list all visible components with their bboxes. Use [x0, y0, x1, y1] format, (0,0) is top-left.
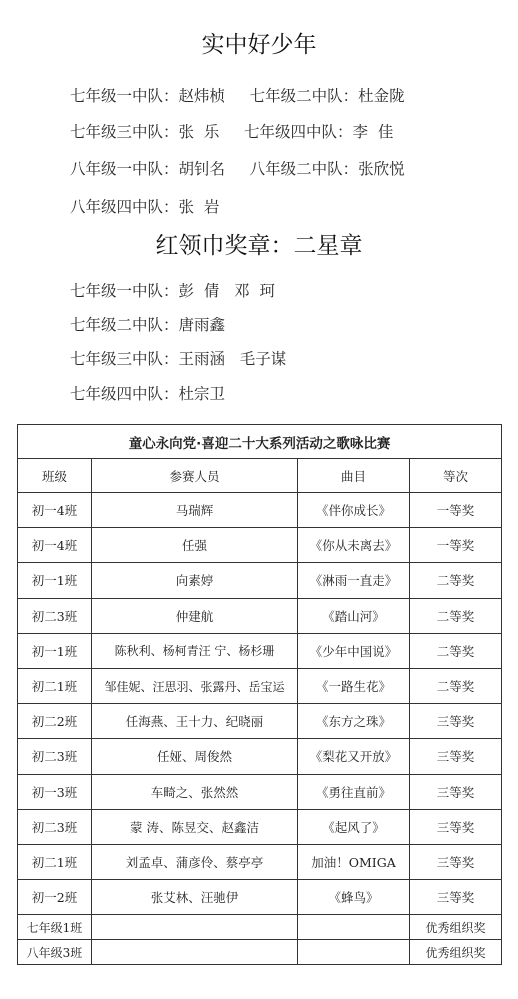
table-caption-row — [18, 425, 502, 459]
song-cell — [298, 940, 410, 965]
medal-line: 七年级二中队：唐雨鑫 — [70, 316, 226, 334]
table-row — [18, 668, 502, 703]
participants-cell: 仲建航 — [92, 598, 298, 633]
participants-cell: 任海燕、王十力、纪晓丽 — [92, 704, 298, 739]
table-caption: 童心永向党·喜迎二十大系列活动之歌咏比赛 — [18, 425, 502, 459]
medal-line: 七年级三中队：王雨涵 毛子谋 — [70, 350, 287, 368]
participants-cell — [92, 915, 298, 940]
song-cell: 《踏山河》 — [298, 598, 410, 633]
participants-cell: 任娅、周俊然 — [92, 739, 298, 774]
song-cell: 《勇往直前》 — [298, 774, 410, 809]
song-cell: 《东方之珠》 — [298, 704, 410, 739]
class-cell: 初一1班 — [18, 563, 92, 598]
participants-cell: 蒙 涛、陈昱交、赵鑫洁 — [92, 809, 298, 844]
song-cell: 加油！OMIGA — [298, 844, 410, 879]
table-row — [18, 493, 502, 528]
rank-cell: 二等奖 — [410, 633, 502, 668]
song-cell: 《少年中国说》 — [298, 633, 410, 668]
medal-line: 七年级四中队：杜宗卫 — [70, 385, 226, 403]
song-cell: 《一路生花》 — [298, 668, 410, 703]
table-row — [18, 528, 502, 563]
participants-cell: 陈秋利、杨柯青汪 宁、杨杉珊 — [92, 633, 298, 668]
participants-cell: 刘孟卓、蒲彦伶、蔡亭亭 — [92, 844, 298, 879]
honor-line: 八年级四中队：张 岩 — [70, 198, 220, 216]
song-cell: 《你从未离去》 — [298, 528, 410, 563]
medal-title: 红领巾奖章：二星章 — [155, 233, 363, 259]
class-cell: 初二1班 — [18, 668, 92, 703]
rank-cell: 优秀组织奖 — [410, 915, 502, 940]
class-cell: 初二2班 — [18, 704, 92, 739]
participants-cell — [92, 940, 298, 965]
rank-cell: 三等奖 — [410, 739, 502, 774]
honor-line: 七年级三中队：张 乐 七年级四中队：李 佳 — [70, 123, 394, 141]
table-row — [18, 915, 502, 940]
table-row — [18, 940, 502, 965]
class-cell: 初二3班 — [18, 739, 92, 774]
class-cell: 初二3班 — [18, 809, 92, 844]
column-header-rank: 等次 — [410, 459, 502, 493]
participants-cell: 任强 — [92, 528, 298, 563]
column-header-class: 班级 — [18, 459, 92, 493]
song-cell: 《梨花又开放》 — [298, 739, 410, 774]
table-header-row — [18, 459, 502, 493]
song-cell: 《伴你成长》 — [298, 493, 410, 528]
class-cell: 初二1班 — [18, 844, 92, 879]
participants-cell: 向素婷 — [92, 563, 298, 598]
competition-table — [17, 424, 502, 965]
rank-cell: 一等奖 — [410, 493, 502, 528]
class-cell: 初一3班 — [18, 774, 92, 809]
class-cell: 初一2班 — [18, 880, 92, 915]
song-cell: 《蜂鸟》 — [298, 880, 410, 915]
participants-cell: 车畸之、张然然 — [92, 774, 298, 809]
rank-cell: 三等奖 — [410, 809, 502, 844]
table-row — [18, 774, 502, 809]
song-cell: 《淋雨一直走》 — [298, 563, 410, 598]
honor-line: 七年级一中队：赵炜桢 七年级二中队：杜金陇 — [70, 87, 405, 105]
class-cell: 七年级1班 — [18, 915, 92, 940]
rank-cell: 三等奖 — [410, 704, 502, 739]
medal-line: 七年级一中队：彭 倩 邓 珂 — [70, 282, 275, 300]
rank-cell: 一等奖 — [410, 528, 502, 563]
table-row — [18, 844, 502, 879]
class-cell: 初二3班 — [18, 598, 92, 633]
rank-cell: 三等奖 — [410, 844, 502, 879]
rank-cell: 三等奖 — [410, 774, 502, 809]
honor-line: 八年级一中队：胡钊名 八年级二中队：张欣悦 — [70, 160, 405, 178]
rank-cell: 二等奖 — [410, 563, 502, 598]
participants-cell: 张艾林、汪驰伊 — [92, 880, 298, 915]
table-row — [18, 704, 502, 739]
class-cell: 八年级3班 — [18, 940, 92, 965]
table-row — [18, 739, 502, 774]
song-cell — [298, 915, 410, 940]
rank-cell: 优秀组织奖 — [410, 940, 502, 965]
class-cell: 初一1班 — [18, 633, 92, 668]
rank-cell: 二等奖 — [410, 668, 502, 703]
participants-cell: 马瑞辉 — [92, 493, 298, 528]
class-cell: 初一4班 — [18, 528, 92, 563]
table-row — [18, 809, 502, 844]
table-row — [18, 633, 502, 668]
column-header-song: 曲目 — [298, 459, 410, 493]
song-cell: 《起风了》 — [298, 809, 410, 844]
class-cell: 初一4班 — [18, 493, 92, 528]
rank-cell: 二等奖 — [410, 598, 502, 633]
participants-cell: 邹佳妮、汪思羽、张露丹、岳宝运 — [92, 668, 298, 703]
column-header-participants: 参赛人员 — [92, 459, 298, 493]
honor-title: 实中好少年 — [201, 32, 317, 58]
table-row — [18, 598, 502, 633]
table-row — [18, 563, 502, 598]
rank-cell: 三等奖 — [410, 880, 502, 915]
table-row — [18, 880, 502, 915]
